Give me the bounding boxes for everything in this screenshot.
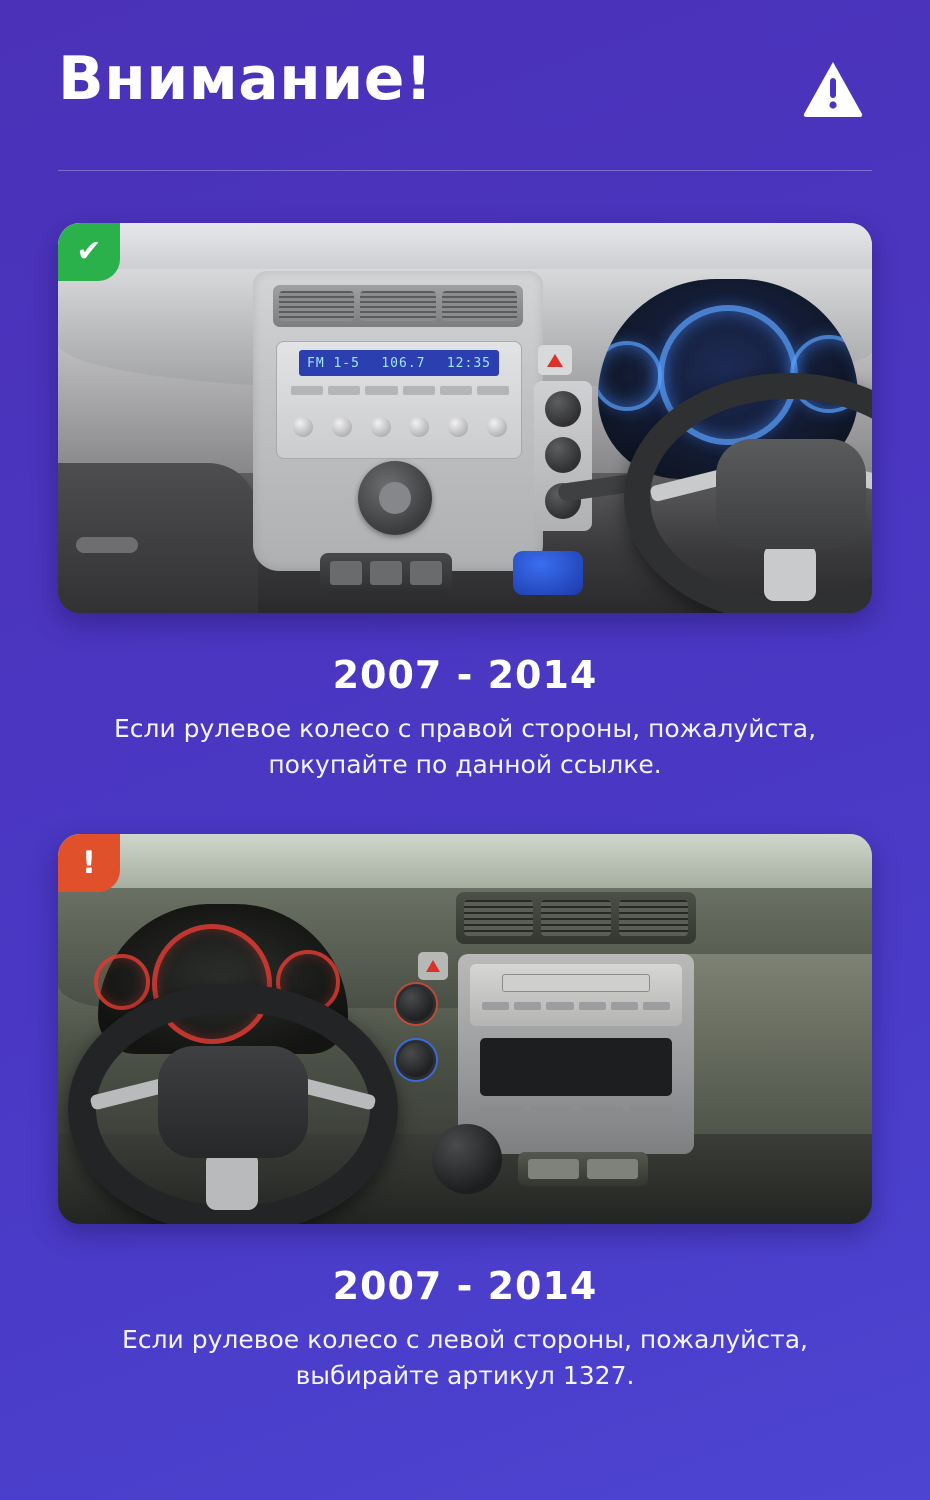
button [579, 1106, 623, 1116]
climate-mode-knob [432, 1124, 502, 1194]
status-badge-ok [58, 223, 120, 281]
car-radio [458, 954, 694, 1154]
button [480, 1106, 524, 1116]
preset-button [611, 1002, 638, 1010]
radio-frequency: 106.7 [381, 355, 426, 371]
storage-slot [480, 1038, 672, 1096]
radio-display [502, 974, 650, 992]
preset-buttons [291, 386, 509, 400]
preset-button [643, 1002, 670, 1010]
page-header [58, 44, 872, 148]
preset-button [365, 386, 397, 395]
warning-triangle-icon [802, 60, 864, 118]
card-lhd [58, 834, 872, 1393]
card-year-lhd: 2007 - 2014 [332, 1264, 598, 1308]
preset-button [482, 1002, 509, 1010]
button [530, 1106, 574, 1116]
switch [330, 561, 362, 585]
page-title: Внимание! [58, 44, 433, 114]
air-vents [273, 285, 523, 327]
vent-slat [279, 291, 354, 321]
steering-spoke [764, 545, 816, 601]
rear-defrost-button [587, 1159, 638, 1179]
climate-knob [545, 437, 581, 473]
check-mark-icon: ✔ [76, 234, 102, 269]
door-panel [58, 463, 258, 613]
hazard-triangle-icon [426, 960, 440, 972]
radio-clock: 12:35 [446, 355, 491, 371]
preset-button [328, 386, 360, 395]
dashboard-photo-rhd [58, 223, 872, 613]
airbag-hub [716, 439, 866, 549]
radio-knob [448, 417, 468, 437]
climate-knob [545, 391, 581, 427]
fan-knob [396, 1040, 436, 1080]
card-text-lhd: Если рулевое колесо с левой стороны, пожалуйста, выбирайте артикул 1327. [122, 1325, 808, 1390]
vent-slat [619, 900, 688, 936]
vent-slat [360, 291, 435, 321]
ac-button [528, 1159, 579, 1179]
header-divider [58, 170, 872, 171]
card-year-rhd: 2007 - 2014 [332, 653, 598, 697]
steering-wheel-left [68, 984, 398, 1224]
preset-button [403, 386, 435, 395]
steering-wheel-right [624, 373, 872, 613]
radio-knob [332, 417, 352, 437]
blue-accent-control [513, 551, 583, 595]
air-vents [456, 892, 696, 944]
ac-button-row [518, 1152, 648, 1186]
status-badge-warning [58, 834, 120, 892]
vent-slat [541, 900, 610, 936]
preset-button [477, 386, 509, 395]
exclamation-mark-icon: ! [81, 844, 97, 881]
lower-button-row [480, 1106, 672, 1120]
climate-control-panel [534, 381, 592, 531]
door-handle [76, 537, 138, 553]
preset-button [546, 1002, 573, 1010]
radio-knobs [293, 404, 507, 450]
temperature-knob [396, 984, 436, 1024]
switch [370, 561, 402, 585]
lower-switch-panel [320, 553, 452, 593]
steering-spoke [206, 1152, 258, 1210]
card-rhd [58, 223, 872, 782]
radio-display [299, 350, 499, 376]
preset-button [291, 386, 323, 395]
preset-buttons [482, 1002, 670, 1014]
radio-knob [371, 417, 391, 437]
radio-control-dial [358, 461, 432, 535]
card-text-rhd: Если рулевое колесо с правой стороны, пожалуйста, покупайте по данной ссылке. [113, 714, 817, 779]
switch [410, 561, 442, 585]
hazard-triangle-icon [547, 354, 563, 367]
hazard-light-button [418, 952, 448, 980]
preset-button [514, 1002, 541, 1010]
radio-knob [409, 417, 429, 437]
hazard-light-button [538, 345, 572, 375]
preset-button [440, 386, 472, 395]
airbag-hub [158, 1046, 308, 1158]
button [629, 1106, 673, 1116]
vent-slat [464, 900, 533, 936]
vent-slat [442, 291, 517, 321]
radio-faceplate [470, 964, 682, 1026]
radio-knob [487, 417, 507, 437]
car-radio [276, 341, 522, 459]
side-knob-column [390, 984, 446, 1104]
radio-knob [293, 417, 313, 437]
dashboard-photo-lhd [58, 834, 872, 1224]
preset-button [579, 1002, 606, 1010]
radio-band: FM 1-5 [307, 355, 360, 371]
